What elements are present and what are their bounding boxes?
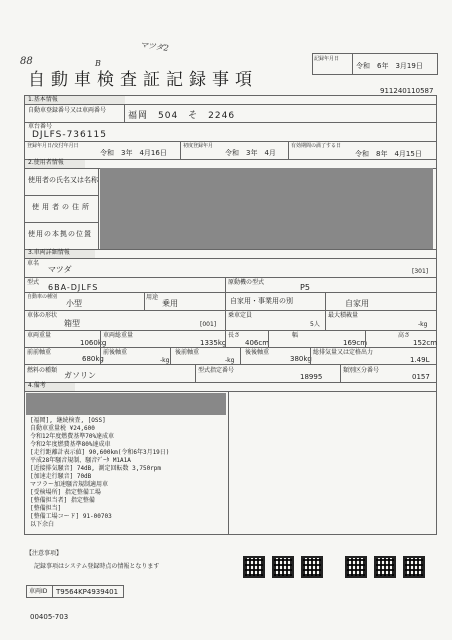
expiry-value: 令和 8年 4月15日 bbox=[355, 150, 422, 158]
kind-label: 自動車の種別 bbox=[27, 294, 58, 300]
note-line: 令和2年度燃費基準80%達成車 bbox=[30, 441, 111, 448]
first-year-label: 初度登録年月 bbox=[183, 143, 214, 149]
type-designation-label: 型式指定番号 bbox=[198, 367, 235, 374]
chassis-label: 車台番号 bbox=[28, 123, 53, 130]
ff-axle-label: 前前軸重 bbox=[27, 349, 52, 356]
class-value: 0157 bbox=[412, 373, 430, 381]
qr-code-3 bbox=[301, 556, 323, 578]
base-location-label: 使用の本拠の位置 bbox=[28, 230, 92, 238]
reg-number-value: 福岡 504 そ 2246 bbox=[128, 111, 236, 121]
make-label: 車名 bbox=[27, 260, 40, 267]
redacted-notes bbox=[26, 393, 226, 415]
qr-code-1 bbox=[243, 556, 265, 578]
notes-list bbox=[30, 417, 225, 529]
make-value: マツダ bbox=[48, 265, 72, 274]
rr-axle-label: 後後軸重 bbox=[245, 349, 270, 356]
qr-code-6 bbox=[403, 556, 425, 578]
fr-axle-value: -kg bbox=[160, 357, 170, 364]
fuel-label: 燃料の種類 bbox=[27, 367, 58, 374]
expiry-label: 有効期間の満了する日 bbox=[291, 143, 342, 149]
vehicle-id-label: 車両ID bbox=[29, 588, 48, 595]
fuel-value: ガソリン bbox=[64, 371, 96, 380]
height-label: 高さ bbox=[398, 332, 411, 339]
ff-axle-value: 680kg bbox=[82, 355, 104, 363]
weight-label: 車両重量 bbox=[27, 332, 52, 339]
note-line: マフラー加速騒音規制適用車 bbox=[30, 481, 109, 488]
note-line: [整備担当者] 指定整備 bbox=[30, 497, 95, 504]
note-line: [受検場所] 指定整備工場 bbox=[30, 489, 101, 496]
gross-weight-label: 車両総重量 bbox=[103, 332, 134, 339]
rf-axle-value: -kg bbox=[225, 357, 235, 364]
caution-heading: 【注意事項】 bbox=[26, 550, 63, 557]
note-line: [整備担当] bbox=[30, 505, 62, 512]
make-code: [301] bbox=[412, 268, 429, 275]
first-reg-label: 登録年月日/交付年月日 bbox=[27, 143, 79, 149]
body-code: [001] bbox=[200, 321, 217, 328]
purpose-value: 自家用 bbox=[345, 299, 369, 308]
engine-label: 原動機の型式 bbox=[228, 279, 265, 286]
length-label: 長さ bbox=[228, 332, 241, 339]
reg-number-label: 自動車登録番号又は車両番号 bbox=[28, 107, 107, 114]
vehicle-id-value: T9564KP4939401 bbox=[56, 588, 119, 596]
gross-weight-value: 1335kg bbox=[200, 339, 227, 347]
record-date-label: 記録年月日 bbox=[314, 56, 340, 62]
handwritten-number: 88 bbox=[20, 56, 33, 67]
use-value: 乗用 bbox=[162, 299, 178, 308]
section2-heading: 2.使用者情報 bbox=[28, 159, 64, 166]
record-date-value: 令和 6年 3月19日 bbox=[356, 62, 423, 70]
chassis-value: DJLFS-736115 bbox=[32, 130, 107, 140]
handwritten-letter: B bbox=[95, 59, 101, 68]
fr-axle-label: 前後軸重 bbox=[103, 349, 128, 356]
note-line: 令和12年度燃費基準70%達成車 bbox=[30, 433, 115, 440]
first-reg-value: 令和 3年 4月16日 bbox=[100, 149, 167, 157]
note-line: [走行距離計表示値] 90,600km(令和6年3月19日) bbox=[30, 449, 170, 456]
qr-code-2 bbox=[272, 556, 294, 578]
form-code: 00405-703 bbox=[30, 613, 69, 621]
note-line: 以下余白 bbox=[30, 521, 55, 528]
user-name-label: 使用者の氏名又は名称 bbox=[28, 176, 98, 184]
width-value: 169cm bbox=[343, 339, 368, 347]
height-value: 152cm bbox=[413, 339, 438, 347]
handwritten-maker-note: マツダ2 bbox=[139, 40, 170, 53]
qr-code-5 bbox=[374, 556, 396, 578]
note-line: 平成28年騒音規制、騒音ﾃﾞｰﾀ M1A1A bbox=[30, 457, 131, 464]
model-label: 型式 bbox=[27, 279, 40, 286]
caution-text: 記録事項はシステム登録時点の情報となります bbox=[34, 563, 160, 570]
redacted-user-info bbox=[100, 168, 433, 250]
document-number: 911240110587 bbox=[380, 87, 434, 95]
user-address-label: 使用者の住所 bbox=[32, 203, 92, 211]
note-line: 自動車重量税 ¥24,600 bbox=[30, 425, 95, 432]
capacity-label: 乗車定員 bbox=[228, 312, 253, 319]
length-value: 406cm bbox=[245, 339, 270, 347]
engine-value: P5 bbox=[300, 283, 310, 292]
kind-value: 小型 bbox=[66, 299, 82, 308]
qr-code-4 bbox=[345, 556, 367, 578]
note-line: [近接排気騒音] 74dB, 測定回転数 3,750rpm bbox=[30, 465, 162, 472]
model-value: 6BA-DJLFS bbox=[48, 283, 99, 292]
weight-value: 1060kg bbox=[80, 339, 107, 347]
section3-heading: 3.車両詳細情報 bbox=[28, 249, 70, 256]
body-label: 車体の形状 bbox=[27, 312, 58, 319]
note-line: [福岡], 継続検査, [OSS] bbox=[30, 417, 106, 424]
rr-axle-value: 380kg bbox=[290, 355, 312, 363]
displacement-label: 総排気量又は定格出力 bbox=[313, 349, 374, 356]
payload-value: -kg bbox=[418, 321, 428, 328]
purpose-label: 自家用・事業用の別 bbox=[230, 297, 293, 305]
section4-heading: 4.備考 bbox=[28, 382, 46, 389]
displacement-value: 1.49L bbox=[410, 356, 430, 364]
type-designation-value: 18995 bbox=[300, 373, 323, 381]
rf-axle-label: 後前軸重 bbox=[175, 349, 200, 356]
capacity-unit: 5人 bbox=[310, 321, 320, 328]
document-title: 自動車検査証記録事項 bbox=[28, 70, 258, 90]
use-label: 用途 bbox=[146, 294, 159, 301]
body-value: 箱型 bbox=[64, 319, 80, 328]
section1-heading: 1.基本情報 bbox=[28, 96, 58, 103]
width-label: 幅 bbox=[292, 332, 299, 339]
note-line: [整備工場コード] 91-00703 bbox=[30, 513, 112, 520]
first-year-value: 令和 3年 4月 bbox=[225, 149, 276, 157]
payload-label: 最大積載量 bbox=[328, 312, 359, 319]
class-label: 類別区分番号 bbox=[343, 367, 380, 374]
note-line: [加速走行騒音] 70dB bbox=[30, 473, 92, 480]
